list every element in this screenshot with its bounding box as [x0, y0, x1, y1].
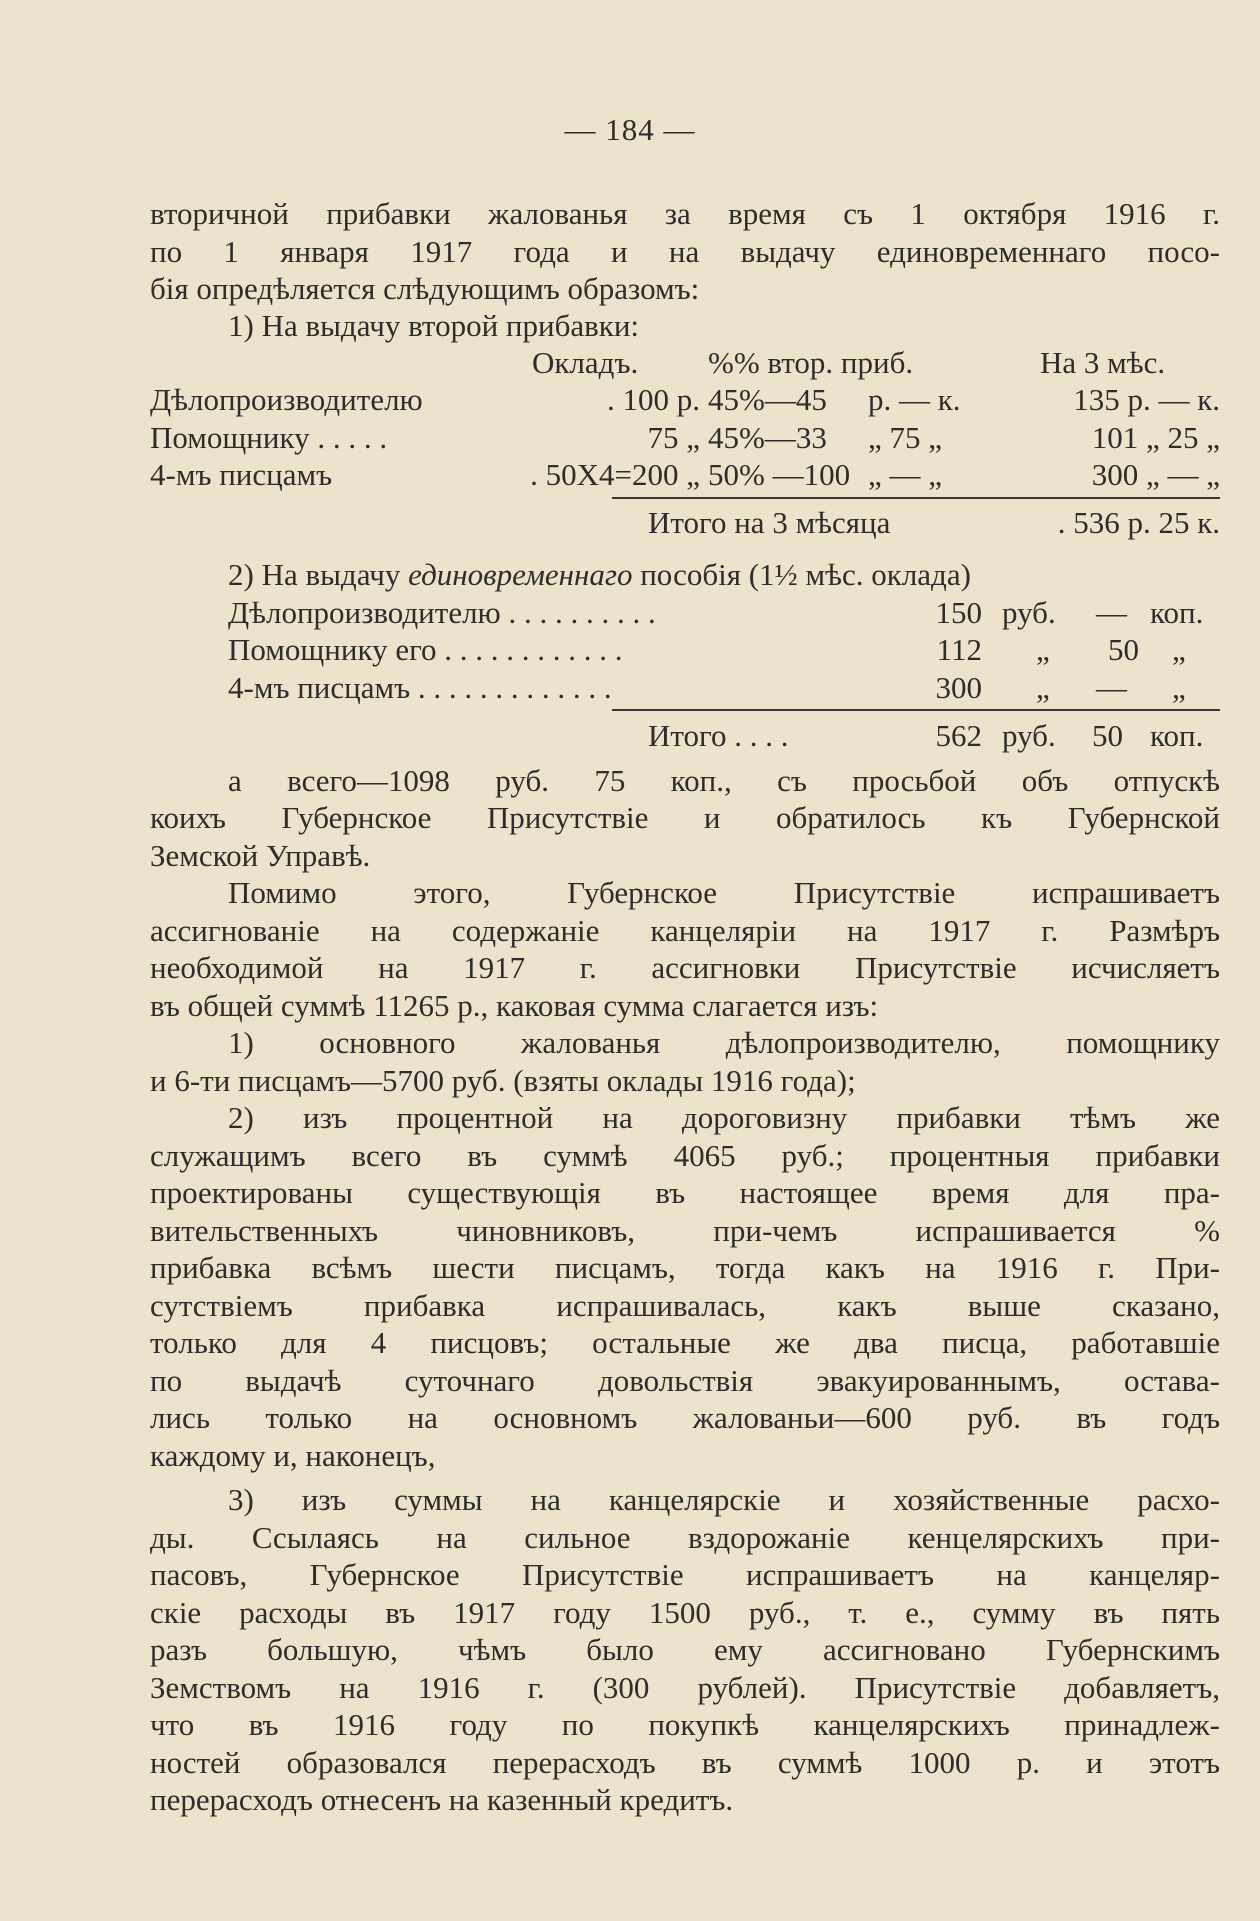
- table-row-rub-unit: руб.: [1002, 595, 1056, 630]
- table-row-rub: 112: [936, 632, 982, 667]
- text-line: Земской Управѣ.: [150, 838, 371, 873]
- table-row-total: 135 р. — к.: [1073, 382, 1220, 417]
- table-row-name: Дѣлопроизводителю: [150, 382, 423, 417]
- text-line: только для 4 писцовъ; остальные же два писца, работавшіе: [150, 1325, 1220, 1360]
- table-row-total: 300 „ — „: [1091, 457, 1220, 492]
- table-row-percent-unit: „ — „: [868, 457, 943, 492]
- section1-total-label: Итого на 3 мѣсяца: [648, 505, 891, 540]
- text-line: 1) основного жалованья дѣлопроизводителю, помощнику: [228, 1025, 1220, 1060]
- text-line: пасовъ, Губернское Присутствіе испрашиваетъ на канцеляр-: [150, 1557, 1220, 1592]
- column-header-salary: Окладъ.: [532, 345, 639, 380]
- table-row-total: 101 „ 25 „: [1091, 420, 1220, 455]
- table-row-kop-unit: „: [1172, 670, 1186, 705]
- text-line: ассигнованіе на содержаніе канцеляріи на 1917 г. Размѣръ: [150, 913, 1220, 948]
- table-row-percent: 50% —100: [708, 457, 851, 492]
- text-line: ностей образовался перерасходъ въ суммѣ 1000 р. и этотъ: [150, 1745, 1220, 1780]
- text-line: Земствомъ на 1916 г. (300 рублей). Присутствіе добавляетъ,: [150, 1670, 1220, 1705]
- table-row-salary: . 100 р.: [607, 382, 700, 417]
- text-line: а всего—1098 руб. 75 коп., съ просьбой объ отпускѣ: [228, 763, 1220, 798]
- table-row-rub-unit: „: [1036, 632, 1050, 667]
- table-row-percent: 45%—45: [708, 382, 827, 417]
- table-row-kop: —: [1096, 595, 1127, 630]
- table-row-kop-unit: „: [1172, 632, 1186, 667]
- section1-total-value: . 536 р. 25 к.: [1057, 505, 1220, 540]
- text-line: проектированы существующія въ настоящее время для пра-: [150, 1175, 1220, 1210]
- table-row-percent-unit: „ 75 „: [868, 420, 943, 455]
- table-row-percent: 45%—33: [708, 420, 827, 455]
- page-number: — 184 —: [564, 112, 696, 147]
- text-line: что въ 1916 году по покупкѣ канцелярскихъ принадлеж-: [150, 1707, 1220, 1742]
- table-row-name: Помощнику . . . . .: [150, 420, 388, 455]
- text-line: лись только на основномъ жалованьи—600 руб. въ годъ: [150, 1400, 1220, 1435]
- text-line: коихъ Губернское Присутствіе и обратилось къ Губернской: [150, 800, 1220, 835]
- text-line: 2) изъ процентной на дороговизну прибавки тѣмъ же: [228, 1100, 1220, 1135]
- total-rule: [612, 709, 1220, 711]
- table-row-kop: 50: [1108, 632, 1139, 667]
- text-line: 3) изъ суммы на канцелярскіе и хозяйственные расхо-: [228, 1482, 1220, 1517]
- table-row-name: Помощнику его . . . . . . . . . . . .: [228, 632, 623, 667]
- table-row-name: 4-мъ писцамъ . . . . . . . . . . . . .: [228, 670, 612, 705]
- table-row-rub: 150: [935, 595, 982, 630]
- text-line: по выдачѣ суточнаго довольствія эвакуированнымъ, остава-: [150, 1363, 1220, 1398]
- text-line: скіе расходы въ 1917 году 1500 руб., т. е., сумму въ пять: [150, 1595, 1220, 1630]
- table-row-name: 4-мъ писцамъ: [150, 457, 333, 492]
- text-line: вительственныхъ чиновниковъ, при-чемъ испрашивается %: [150, 1213, 1220, 1248]
- table-row-salary: 75 „: [647, 420, 700, 455]
- section2-total-kop: 50: [1092, 718, 1123, 753]
- section2-total-rub: 562: [935, 718, 982, 753]
- total-rule: [612, 497, 1220, 499]
- text-line: каждому и, наконецъ,: [150, 1438, 436, 1473]
- text-line: Помимо этого, Губернское Присутствіе испрашиваетъ: [228, 875, 1220, 910]
- section2-total-label: Итого . . . .: [648, 718, 789, 753]
- table-row-rub-unit: „: [1036, 670, 1050, 705]
- section2-heading: [228, 556, 971, 594]
- table-row-rub: 300: [935, 670, 982, 705]
- text-line: сутствіемъ прибавка испрашивалась, какъ выше сказано,: [150, 1288, 1220, 1323]
- text-line: въ общей суммѣ 11265 р., каковая сумма слагается изъ:: [150, 988, 879, 1023]
- table-row-kop-unit: коп.: [1150, 595, 1204, 630]
- section2-heading-suffix: пособія (1½ мѣс. оклада): [640, 557, 971, 592]
- section1-heading: 1) На выдачу второй прибавки:: [228, 308, 640, 343]
- text-line: необходимой на 1917 г. ассигновки Присутствіе исчисляетъ: [150, 950, 1220, 985]
- intro-line: вторичной прибавки жалованья за время съ 1 октября 1916 г.: [150, 196, 1220, 231]
- text-line: разъ большую, чѣмъ было ему ассигновано Губернскимъ: [150, 1632, 1220, 1667]
- text-line: служащимъ всего въ суммѣ 4065 руб.; процентныя прибавки: [150, 1138, 1220, 1173]
- text-line: прибавка всѣмъ шести писцамъ, тогда какъ на 1916 г. При-: [150, 1250, 1220, 1285]
- section2-total-kop-unit: коп.: [1150, 718, 1204, 753]
- table-row-percent-unit: р. — к.: [868, 382, 961, 417]
- column-header-percent: %% втор. приб.: [708, 345, 914, 380]
- text-line: перерасходъ отнесенъ на казенный кредитъ.: [150, 1782, 734, 1817]
- text-line: ды. Ссылаясь на сильное вздорожаніе кенцелярскихъ при-: [150, 1520, 1220, 1555]
- section2-heading-italic: единовременнаго: [408, 557, 633, 592]
- text-line: и 6-ти писцамъ—5700 руб. (взяты оклады 1916 года);: [150, 1063, 856, 1098]
- intro-line: бія опредѣляется слѣдующимъ образомъ:: [150, 271, 700, 306]
- section2-heading-prefix: 2) На выдачу: [228, 557, 401, 592]
- section2-total-rub-unit: руб.: [1002, 718, 1056, 753]
- column-header-three-months: На 3 мѣс.: [1040, 345, 1166, 380]
- table-row-salary: . 50Х4=200 „: [530, 457, 700, 492]
- table-row-name: Дѣлопроизводителю . . . . . . . . . .: [228, 595, 656, 630]
- table-row-kop: —: [1096, 670, 1127, 705]
- intro-line: по 1 января 1917 года и на выдачу единовременнаго посо-: [150, 234, 1220, 269]
